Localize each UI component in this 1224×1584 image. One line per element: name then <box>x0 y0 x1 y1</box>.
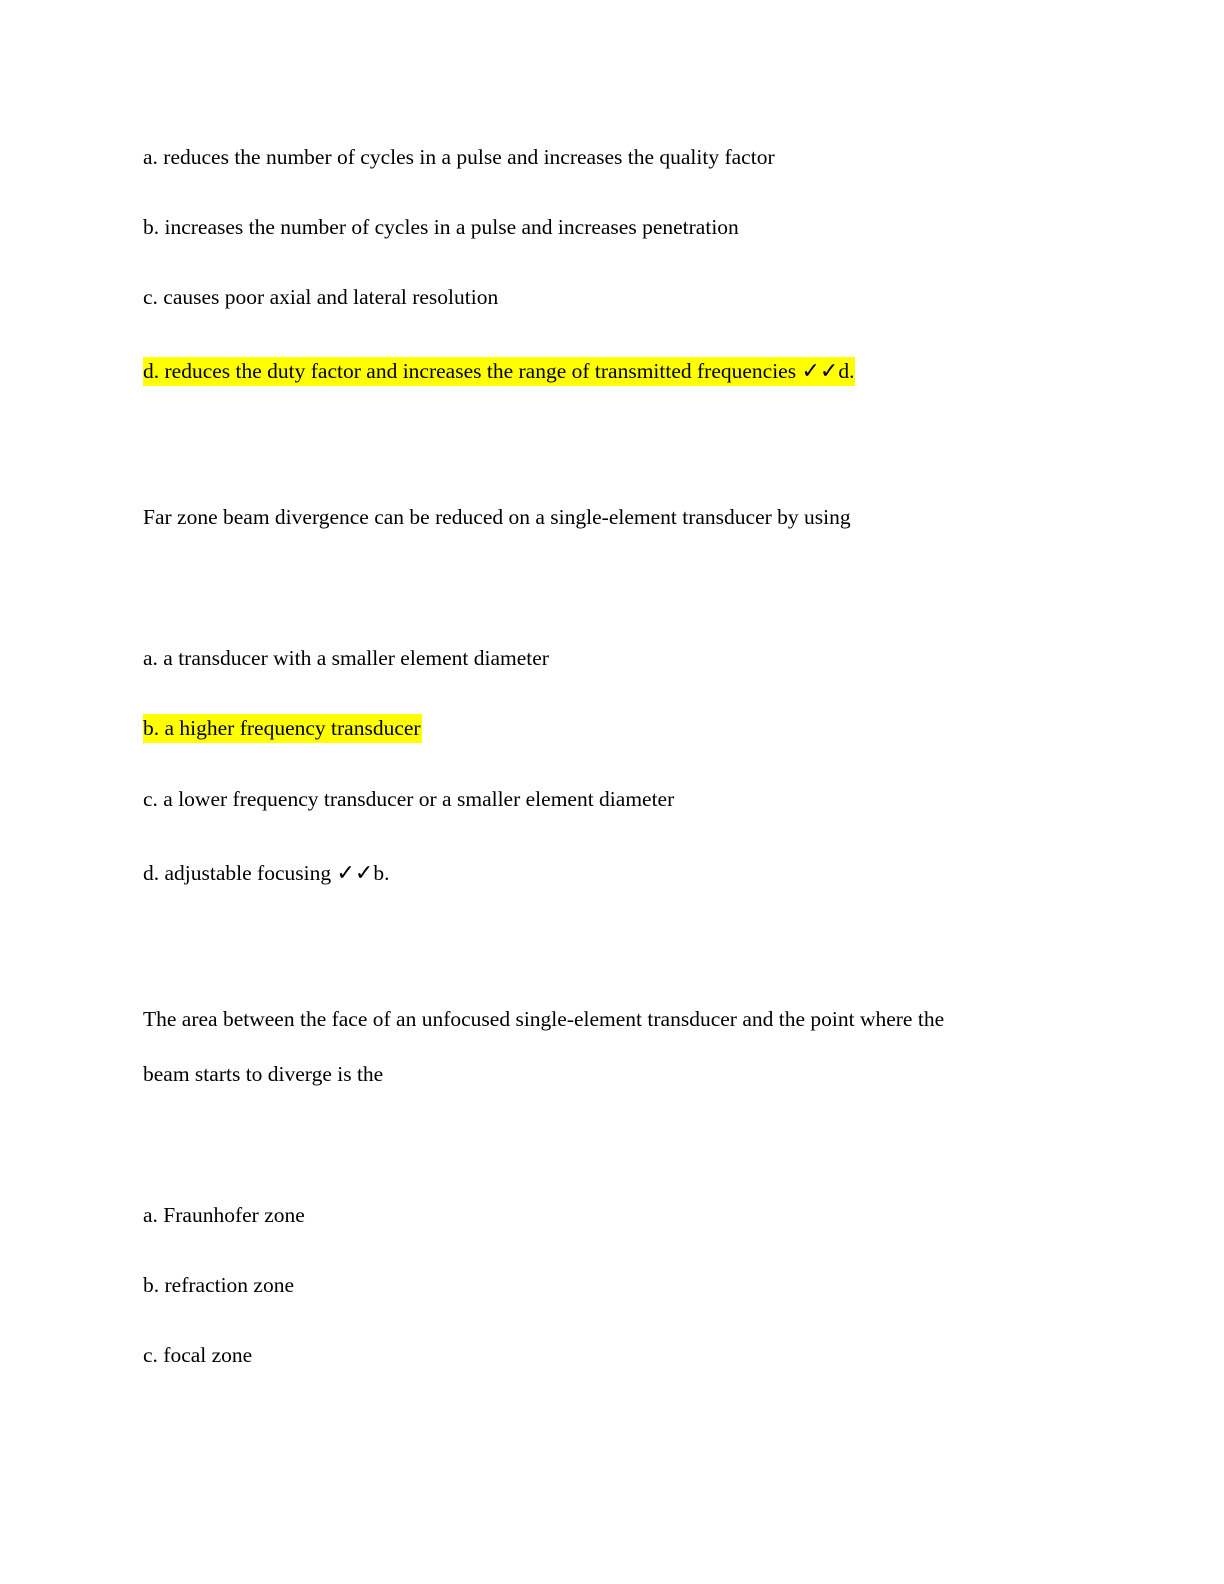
q3-stem-line-2: beam starts to diverge is the <box>143 1062 384 1086</box>
check-mark-icon: ✓✓ <box>801 359 839 384</box>
q2-stem: Far zone beam divergence can be reduced on a single-element transducer by using <box>143 505 851 529</box>
q2-option-b <box>143 715 422 741</box>
q2-option-a: a. a transducer with a smaller element diameter <box>143 646 549 670</box>
q3-option-b: b. refraction zone <box>143 1273 295 1297</box>
q2-option-c: c. a lower frequency transducer or a smaller element diameter <box>143 787 675 811</box>
q1-option-c: c. causes poor axial and lateral resolution <box>143 285 499 309</box>
q2-option-d-text: d. adjustable focusing <box>143 861 332 885</box>
q1-option-d-text: d. reduces the duty factor and increases the range of transmitted frequencies <box>143 359 797 383</box>
q1-highlighted-answer <box>143 357 855 386</box>
q1-option-a: a. reduces the number of cycles in a pulse and increases the quality factor <box>143 145 775 169</box>
q1-option-b: b. increases the number of cycles in a pulse and increases penetration <box>143 215 739 239</box>
q3-option-c: c. focal zone <box>143 1343 253 1367</box>
q2-highlighted-answer: b. a higher frequency transducer <box>143 714 422 743</box>
q2-option-d <box>143 860 389 887</box>
q3-stem-line-1: The area between the face of an unfocused single-element transducer and the point where the <box>143 1007 945 1031</box>
q3-option-a: a. Fraunhofer zone <box>143 1203 305 1227</box>
q1-answer-key: d. <box>838 359 855 383</box>
check-mark-icon: ✓✓ <box>336 861 374 886</box>
q1-option-d <box>143 358 855 385</box>
q2-answer-key: b. <box>373 861 390 885</box>
